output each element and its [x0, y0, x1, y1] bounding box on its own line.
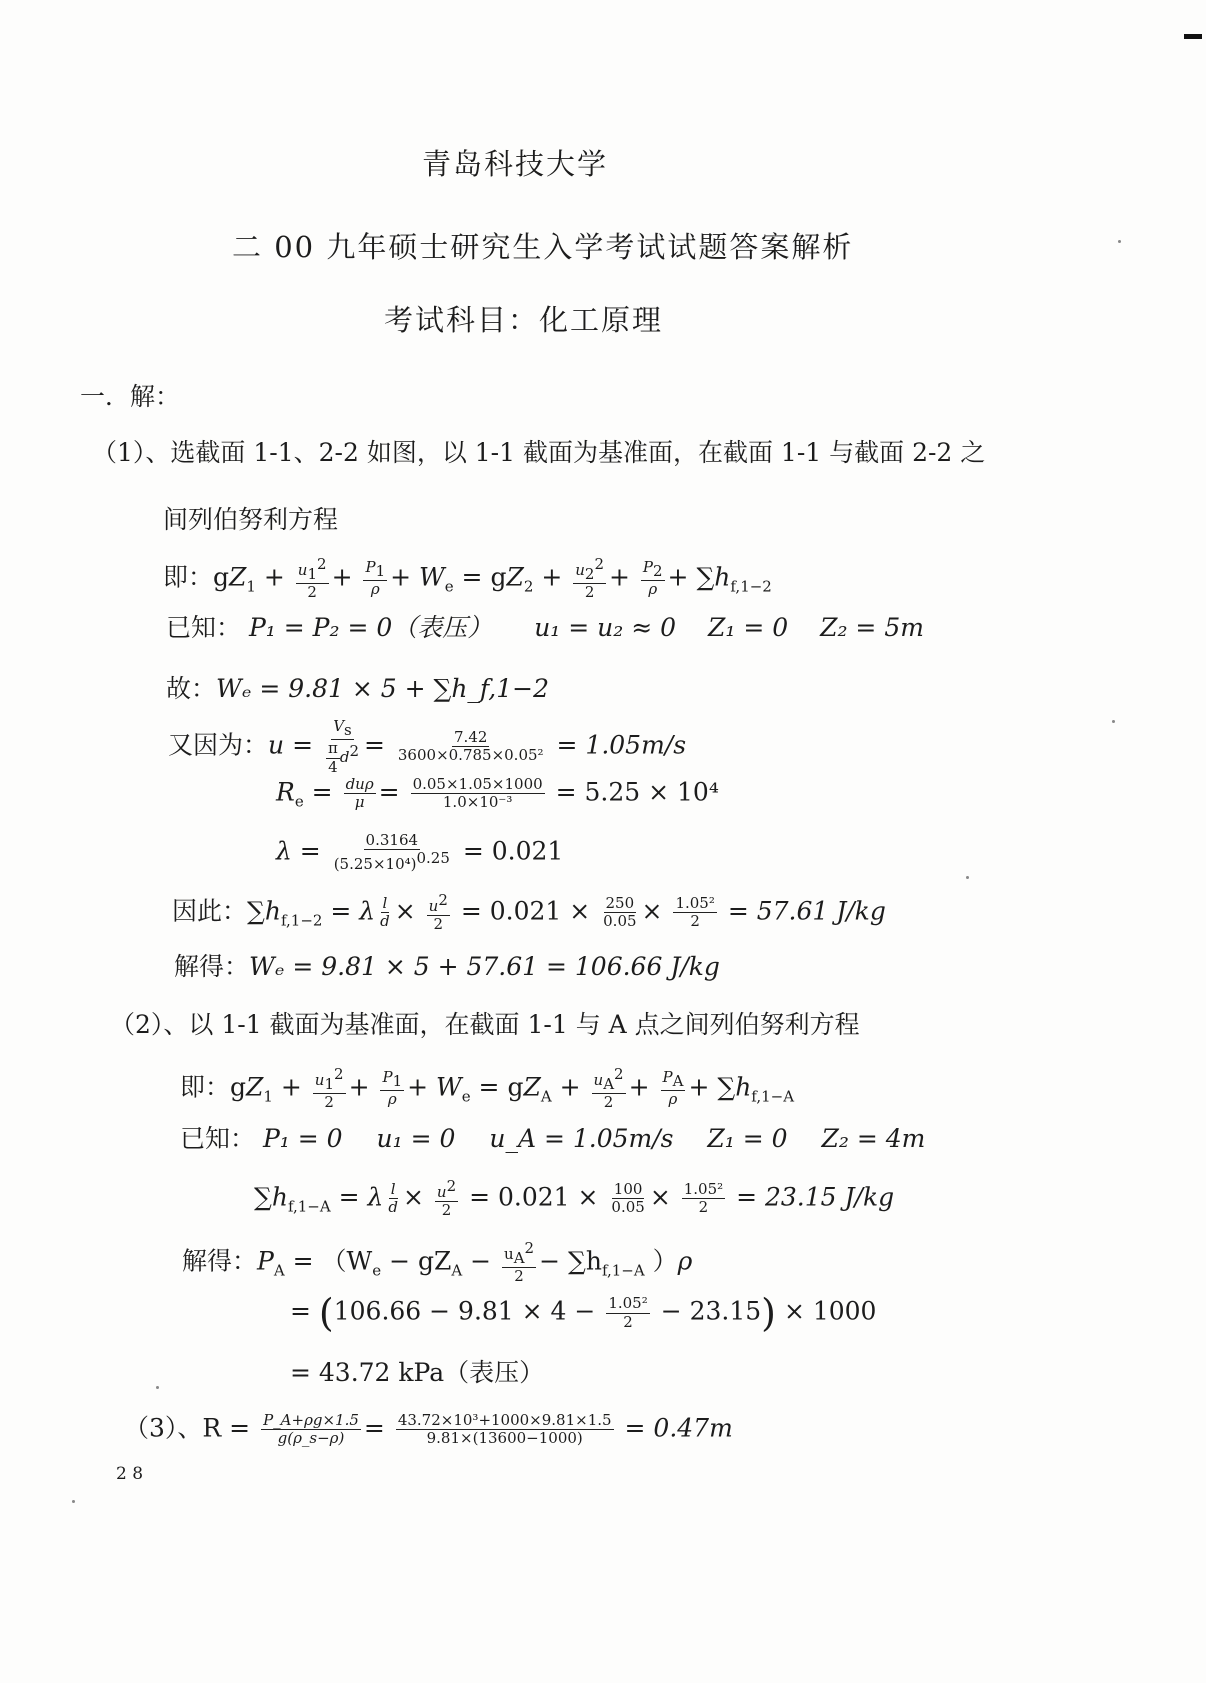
part1-intro-2: 间列伯努利方程: [163, 505, 339, 534]
hf-length: 100: [613, 1180, 643, 1198]
part2-pa-formula: 解得：$P_A = (W_e - gZ_A$ − $\frac{u_A^2}{2}$ − $\sum h_{f,1-A}$ ）ρ: [182, 1239, 693, 1286]
part1-reynolds: $R_e$ = $\frac{\text{duρ}}{\mu}$ = $\frac{0.05\times 1.05\times 1000}{\text{1.0×10⁻³}}$ = 5.25 × 10⁴: [276, 775, 719, 812]
u-result: = 1.05m/s: [556, 730, 687, 760]
known-ua: u_A = 1.05m/s: [489, 1124, 674, 1153]
lambda-result: = 0.021: [462, 836, 564, 866]
part1-so: [166, 676, 549, 701]
lambda-denominator: (5.25×10⁴): [333, 855, 417, 874]
section-heading: 一．解：: [80, 382, 181, 411]
scan-speck: [72, 1500, 75, 1503]
part2-pa-substitution: = (106.66 − 9.81 × 4 − $\frac{\text{1.05²}}{2}$ − 23.15) × 1000: [290, 1291, 877, 1335]
known-pressure: P₁ = P₂ = 0（表压）: [248, 613, 493, 642]
because-prefix: 又因为：: [168, 730, 269, 760]
part1-known-values: [166, 615, 924, 640]
scan-speck: [156, 1386, 159, 1389]
part1-velocity: 又因为：u = $V_s$ $\frac{\pi}{4}$ $d^2$ = $\frac{7.42}{\text{3600×0.785×0.05²}}$ = 1.05m/s: [168, 717, 687, 776]
scan-speck: [1118, 240, 1121, 243]
hf-coefficient: = 0.021 ×: [460, 896, 591, 926]
pa-fraction-numerator: 1.05²: [608, 1294, 648, 1313]
page-number: 2 8: [116, 1464, 144, 1484]
lambda-exponent: 0.25: [416, 849, 450, 868]
so-expression: Wₑ = 9.81 × 5 + ∑h_f,1−2: [216, 674, 549, 703]
hf-diameter: 0.05: [611, 1198, 645, 1217]
part1-solution: [174, 954, 720, 979]
r-values-denominator: 9.81×(13600−1000): [426, 1429, 583, 1448]
hf-diameter: 0.05: [603, 912, 637, 931]
eq-prefix: 即：: [163, 562, 214, 592]
lambda-numerator: 0.3164: [365, 831, 419, 849]
hf-result: = 23.15 J/kg: [736, 1182, 895, 1212]
scan-speck: [1112, 720, 1115, 723]
r-formula-denominator: g(ρ_s−ρ): [277, 1429, 345, 1448]
part1-bernoulli-equation: 即：$gZ_1$ + $\frac{u_1^2}{2}$ + $\frac{P_1}{\rho}$ + $W_e = gZ_2$ + $\frac{u_2^2}{2}$ + $\frac{P_2}{\rho}$ + $\sum h_{f,1-2}$: [163, 555, 772, 602]
known-prefix: 已知：: [166, 613, 242, 642]
u-numerator: 7.42: [454, 728, 488, 747]
hf-length: 250: [605, 894, 635, 912]
solve-expression: Wₑ = 9.81 × 5 + 57.61 = 106.66 J/kg: [249, 952, 720, 981]
r-formula-numerator: P_A+ρg×1.5: [263, 1411, 359, 1429]
part2-intro: （2）、以 1-1 截面为基准面，在截面 1-1 与 A 点之间列伯努利方程: [110, 1010, 860, 1039]
therefore-prefix: 因此：: [172, 896, 248, 926]
r-values-numerator: 43.72×10³+1000×9.81×1.5: [397, 1411, 612, 1429]
re-numerator: 0.05×1.05×1000: [412, 775, 543, 793]
known-p1: P₁ = 0: [262, 1124, 343, 1153]
pa-inner-b: − 23.15: [660, 1296, 762, 1326]
re-denominator: 1.0×10⁻³: [442, 793, 513, 812]
eq-prefix: 即：: [180, 1072, 231, 1102]
scan-speck: [966, 876, 969, 879]
known-velocity: u₁ = u₂ ≈ 0: [534, 613, 677, 642]
solve-prefix: 解得：: [174, 952, 250, 981]
known-z2: Z₂ = 5m: [820, 613, 924, 642]
corner-mark: [1184, 34, 1202, 39]
part2-bernoulli-equation: 即：$gZ_1$ + $\frac{u_1^2}{2}$ + $\frac{P_1}{\rho}$ + $W_e = gZ_A$ + $\frac{u_A^2}{2}$ + $\frac{P_A}{\rho}$ + $\sum h_{f,1-A}$: [180, 1065, 795, 1112]
part2-known-values: [180, 1126, 925, 1151]
r-result: = 0.47m: [624, 1413, 733, 1443]
hf-coefficient: = 0.021 ×: [469, 1182, 599, 1212]
known-z1: Z₁ = 0: [707, 1124, 788, 1153]
part1-friction-loss: 因此：$\sum h_{f,1-2} = \lambda$ $\frac{l}{d}$ × $\frac{u^2}{2}$ = 0.021 × $\frac{250}{0.05}$ × $\frac{\text{1.05²}}{2}$ = 57.61 J/kg: [172, 891, 886, 934]
known-u1: u₁ = 0: [376, 1124, 456, 1153]
part2-friction-loss: $\sum h_{f,1-A} = \lambda$ $\frac{l}{d}$ × $\frac{u^2}{2}$ = 0.021 × $\frac{100}{0.05}$ × $\frac{\text{1.05²}}{2}$ = 23.15 J/kg: [254, 1177, 895, 1220]
so-prefix: 故：: [166, 674, 217, 703]
known-z1: Z₁ = 0: [708, 613, 789, 642]
part1-lambda: λ = $\frac{0.3164}{(5.25\times 10^4)^{0.25}}$ = 0.021: [276, 831, 564, 874]
hf-velocity-squared: 1.05²: [683, 1180, 724, 1198]
pa-inner-a: 106.66 − 9.81 × 4 −: [333, 1296, 596, 1326]
solve-prefix: 解得：: [182, 1246, 258, 1276]
hf-velocity-squared: 1.05²: [675, 894, 715, 912]
exam-subject: 考试科目：化工原理: [384, 303, 664, 337]
pa-multiplier: × 1000: [783, 1296, 877, 1326]
re-result: = 5.25 × 10⁴: [555, 777, 719, 807]
known-prefix: 已知：: [180, 1124, 256, 1153]
part2-pa-result: = 43.72 kPa（表压）: [290, 1358, 545, 1387]
u-denominator: 3600×0.785×0.05²: [397, 746, 544, 765]
hf-result: = 57.61 J/kg: [727, 896, 886, 926]
part3-manometer-reading: （3）、R = $\frac{P\_A+\rho g\times 1.5}{g(\rho\_s-\rho)}$ = $\frac{\text{43.72×10³+1000×9.81×1.5}}{9.81\times(13600-1000)}$ = 0.47m: [124, 1411, 733, 1448]
r-prefix: （3）、R =: [124, 1413, 251, 1443]
exam-title: 二 00 九年硕士研究生入学考试试题答案解析: [232, 230, 854, 264]
part1-intro: （1）、选截面 1-1、2-2 如图，以 1-1 截面为基准面，在截面 1-1 与截面 2-2 之: [92, 438, 986, 467]
known-z2: Z₂ = 4m: [821, 1124, 926, 1153]
university-title: 青岛科技大学: [422, 147, 609, 181]
